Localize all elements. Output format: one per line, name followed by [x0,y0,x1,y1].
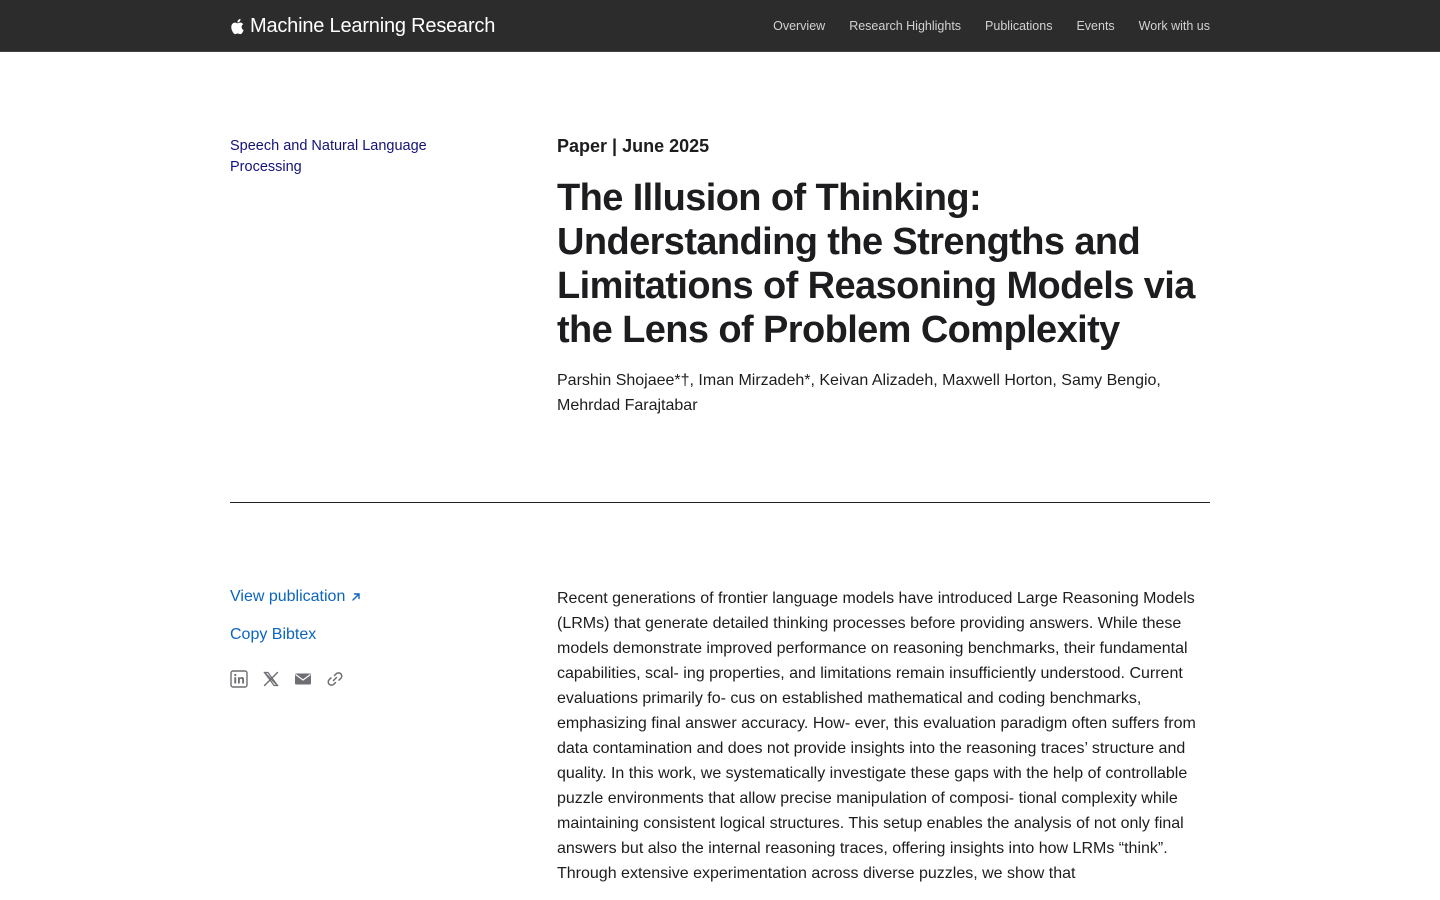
nav-link-overview[interactable]: Overview [773,19,826,33]
paper-meta: Paper | June 2025 [557,136,710,156]
copy-bibtex-button[interactable]: Copy Bibtex [230,626,317,643]
page-title: The Illusion of Thinking: Understanding the Strengths and Limitations of Reasoning Models via the Lens of Problem Complexity [557,177,1195,351]
top-navigation [0,0,1440,52]
nav-link-publications[interactable]: Publications [985,19,1053,33]
link-icon[interactable] [326,670,344,688]
abstract-text: Recent generations of frontier language models have introduced Large Reasoning Models (LRMs) that generate detailed thinking processes before providing answers. While these models demonstrate improved performance on reasoning benchmarks, their fundamental capabilities, scal- ing properties, and limitations remain insufficiently understood. Current evaluations primarily fo- cus on established mathematical and coding benchmarks, emphasizing final answer accuracy. How- ever, this evaluation paradigm often suffers from data contamination and does not provide insights into the reasoning traces’ structure and quality. In this work, we systematically investigate these gaps with the help of controllable puzzle environments that allow precise manipulation of composi- tional complexity while maintaining consistent logical structures. This setup enables the analysis of not only final answers but also the internal reasoning traces, offering insights into how LRMs “think”. Through extensive experimentation across diverse puzzles, we show that [557,590,1196,882]
x-icon[interactable] [262,670,280,688]
external-arrow-icon [351,592,361,602]
view-publication-label: View publication [230,588,346,605]
view-publication-link[interactable] [230,588,361,606]
brand-home-link[interactable] [230,0,495,52]
author-list: Parshin Shojaee*†, Iman Mirzadeh*, Keivan Alizadeh, Maxwell Horton, Samy Bengio, Mehrdad Farajtabar [557,372,1161,414]
apple-logo-icon [230,18,244,35]
nav-link-research-highlights[interactable]: Research Highlights [849,19,962,33]
nav-link-events[interactable]: Events [1076,19,1115,33]
brand-title: Machine Learning Research [250,14,496,37]
nav-link-work-with-us[interactable]: Work with us [1138,19,1210,33]
mail-icon[interactable] [294,670,312,688]
share-buttons [230,670,344,688]
nav-links [773,0,1210,52]
section-divider [230,502,1210,503]
category-link[interactable]: Speech and Natural Language Processing [230,138,427,175]
linkedin-icon[interactable] [230,670,248,688]
